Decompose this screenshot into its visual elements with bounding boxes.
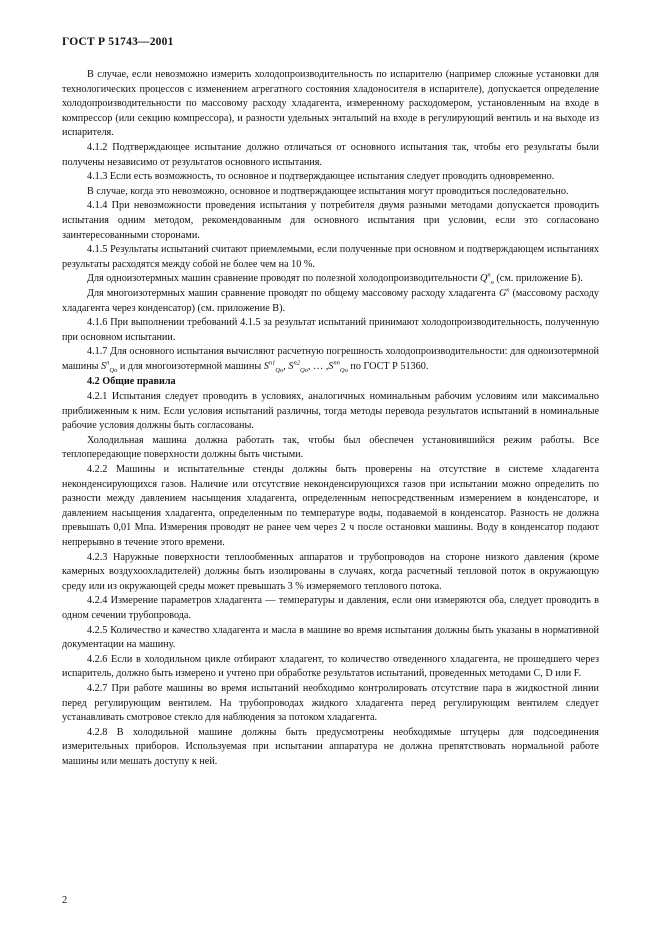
symbol-s-multi-n: $S^{пn}_{Qо}$ [328, 359, 348, 374]
paragraph-text: 4.1.7 Для основного испытания вычисляют расчетную погрешность холодопроизводительности: для одноизотермной машины [62, 346, 599, 372]
symbol-g: $G^к$ [498, 286, 510, 299]
standard-header: ГОСТ Р 51743—2001 [62, 36, 174, 48]
paragraph: 4.1.5 Результаты испытаний считают приемлемыми, если полученные при основном и подтверждающем испытаниях результаты расходятся между собой не более чем на 10 %. [62, 244, 599, 270]
paragraph-text: и для многоизотермной машины [119, 360, 262, 372]
symbol-s-multi-2: $S^{п2}_{Qо}$ [288, 359, 308, 374]
document-page [62, 36, 599, 770]
section-heading: 4.2 Общие правила [87, 376, 176, 388]
paragraph: 4.2.4 Измерение параметров хладагента — температуры и давления, если они измеряются оба, следует проводить в одном сечении трубопровода. [62, 595, 599, 621]
paragraph-text: (см. приложение Б). [496, 273, 583, 285]
paragraph: 4.2.3 Наружные поверхности теплообменных аппаратов и трубопроводов на стороне низкого давления (кроме камерных воздухоохладителей) должны быть изолированы в случаях, когда расчетный тепловой поток в окружающую среду или из окружающей среды может превышать 3 % измеряемого теплового потока. [62, 551, 599, 592]
paragraph: 4.2.6 Если в холодильном цикле отбирают хладагент, то количество отведенного хладагента, не прошедшего через испаритель, должно быть измерено и учтено при обработке результатов испытаний, проведенных методами C, D или F. [62, 653, 599, 680]
paragraph-formula-s [62, 345, 599, 374]
page-number: 2 [62, 895, 68, 906]
paragraph: 4.1.6 При выполнении требований 4.1.5 за результат испытаний принимают холодопроизводительность, полученную при основном испытании. [62, 317, 599, 343]
paragraph: 4.2.8 В холодильной машине должны быть предусмотрены необходимые штуцеры для подсоединения измерительных приборов. Используемая при испытании аппаратура не должна препятствовать нормальной работе машины или мешать доступу к ней. [62, 726, 599, 767]
paragraph: 4.2.2 Машины и испытательные стенды должны быть проверены на отсутствие в системе хладагента неконденсирующихся газов. Наличие или отсутствие неконденсирующихся газов при испытании можно определить по разности между давлением насыщения хладагента, определенным непосредственным измерением в конденсаторе, и давлением насыщения хладагента, определенным по температуре воды, подаваемой в конденсатор. Разность не должна превышать 0,01 Мпа. Измерения проводят не ранее чем через 2 ч после остановки машины. Воду в конденсатор подают непрерывно в течение этого времени. [62, 464, 599, 548]
paragraph: Холодильная машина должна работать так, чтобы был обеспечен установившийся режим работы. Все теплопередающие поверхности должны быть чистыми. [62, 434, 599, 461]
paragraph-formula-g [62, 287, 599, 316]
ellipsis: , … , [307, 360, 329, 372]
paragraph-text: (массовому расходу хладагента через конденсатор) (см. приложение В). [62, 287, 600, 314]
separator: , [283, 360, 286, 372]
paragraph-text: Для одноизотермных машин сравнение проводят по полезной холодопроизводительности [87, 273, 478, 285]
symbol-q: $Q^п_о$ [480, 271, 494, 287]
paragraph: 4.2.1 Испытания следует проводить в условиях, аналогичных номинальным рабочим условиям или максимально приближенным к ним. Если условия испытаний различны, тогда методы перевода результатов испытаний в номинальные рабочие условия должны быть согласованы. [62, 391, 599, 432]
paragraph-formula-q [62, 272, 599, 287]
paragraph: 4.2.5 Количество и качество хладагента и масла в машине во время испытания должны быть указаны в нормативной документации на машину. [62, 624, 599, 651]
paragraph: 4.2.7 При работе машины во время испытаний необходимо контролировать отсутствие пара в жидкостной линии перед регулирующим вентилем. На трубопроводах жидкого хладагента перед регулирующим вентилем следует устанавливать смотровое стекло для наблюдения за потоком хладагента. [62, 682, 599, 724]
paragraph-text: Для многоизотермных машин сравнение проводят по общему массовому расходу хладагента [87, 287, 496, 299]
document-body [62, 68, 599, 770]
paragraph: В случае, если невозможно измерить холодопроизводительность по испарителю (например сложные установки для технологических процессов с изменением агрегатного состояния хладоносителя в испарителе), допускается определение холодопроизводительности по массовому расходу хладагента, измеренному расходомером, установленным на входе в компрессор (или секцию компрессора), и разности удельных энтальпий на входе в регулирующий вентиль и на выходе из испарителя. [62, 69, 599, 139]
symbol-s-multi-1: $S^{п1}_{Qо}$ [263, 359, 284, 374]
paragraph: 4.1.3 Если есть возможность, то основное и подтверждающее испытания следует проводить одновременно. [87, 171, 555, 183]
symbol-s-single: $S^п_{Qо}$ [101, 359, 118, 374]
paragraph: В случае, когда это невозможно, основное и подтверждающее испытания могут проводиться последовательно. [87, 185, 569, 197]
paragraph-text: по ГОСТ Р 51360. [350, 360, 429, 372]
paragraph: 4.1.4 При невозможности проведения испытания у потребителя двумя разными методами допускается проводить испытания одним методом, рекомендованным для основного испытания при условии, если это согласовано заинтересованными сторонами. [62, 200, 599, 241]
paragraph: 4.1.2 Подтверждающее испытание должно отличаться от основного испытания так, чтобы его результаты были получены независимо от результатов основного испытания. [62, 141, 599, 168]
